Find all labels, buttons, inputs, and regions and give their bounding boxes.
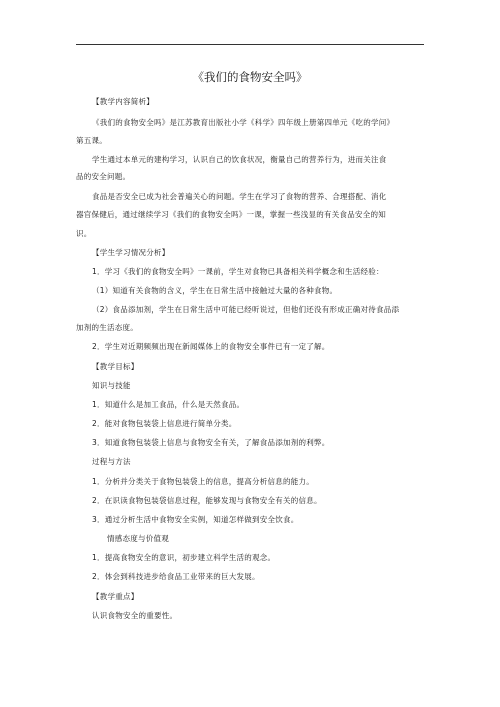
section-heading-key-points: 【教学重点】 <box>92 592 139 601</box>
paragraph-line: 学生通过本单元的建构学习，认识自己的饮食状况，衡量自己的营养行为，进而关注食 <box>92 155 387 164</box>
header-rule <box>76 44 424 45</box>
list-item: 1．知道什么是加工食品，什么是天然食品。 <box>92 400 245 409</box>
paragraph-line: 第五课。 <box>76 136 107 145</box>
list-item: 2．学生对近期频频出现在新闻媒体上的食物安全事件已有一定了解。 <box>92 342 330 351</box>
section-heading-objectives: 【教学目标】 <box>92 362 139 371</box>
section-heading-student-analysis: 【学生学习情况分析】 <box>92 248 170 257</box>
paragraph-line: 《我们的食物安全吗》是江苏教育出版社小学《科学》四年级上册第四单元《吃的学问》 <box>92 118 395 127</box>
list-item: 1．分析并分类关于食物包装袋上的信息，提高分析信息的能力。 <box>92 477 315 486</box>
subheading-knowledge: 知识与技能 <box>92 381 131 390</box>
subheading-attitude: 情感态度与价值观 <box>107 534 169 543</box>
list-item: 3．知道食物包装袋上信息与食物安全有关，了解食品添加剂的利弊。 <box>92 438 330 447</box>
paragraph-line: 器官保健后，通过继续学习《我们的食物安全吗》一课，掌握一些浅显的有关食品安全的知 <box>76 210 386 219</box>
paragraph-line: 认识食物安全的重要性。 <box>92 611 178 620</box>
document-title: 《我们的食物安全吗》 <box>192 70 308 84</box>
list-item: 1．学习《我们的食物安全吗》一课前，学生对食物已具备相关科学概念和生活经验： <box>92 267 384 276</box>
paragraph-line: 品的安全问题。 <box>76 172 131 181</box>
list-item: 2．体会到科技进步给食品工业带来的巨大发展。 <box>92 572 260 581</box>
paragraph-line: 食品是否安全已成为社会普遍关心的问题。学生在学习了食物的营养、合理搭配、消化 <box>92 192 387 201</box>
list-item: （2）食品添加剂，学生在日常生活中可能已经听说过，但他们还没有形成正确对待食品添 <box>92 305 400 314</box>
paragraph-line: 加剂的生活态度。 <box>76 323 138 332</box>
paragraph-line: 识。 <box>76 229 92 238</box>
subheading-process: 过程与方法 <box>92 457 131 466</box>
list-item: 2．在识读食物包装袋信息过程，能够发现与食物安全有关的信息。 <box>92 496 322 505</box>
list-item: 2．能对食物包装袋上信息进行简单分类。 <box>92 419 237 428</box>
list-item: 1．提高食物安全的意识，初步建立科学生活的观念。 <box>92 553 276 562</box>
list-item: （1）知道有关食物的含义，学生在日常生活中接触过大量的各种食物。 <box>92 286 338 295</box>
list-item: 3．通过分析生活中食物安全实例，知道怎样做到安全饮食。 <box>92 515 299 524</box>
section-heading-content-analysis: 【教学内容简析】 <box>92 97 154 106</box>
